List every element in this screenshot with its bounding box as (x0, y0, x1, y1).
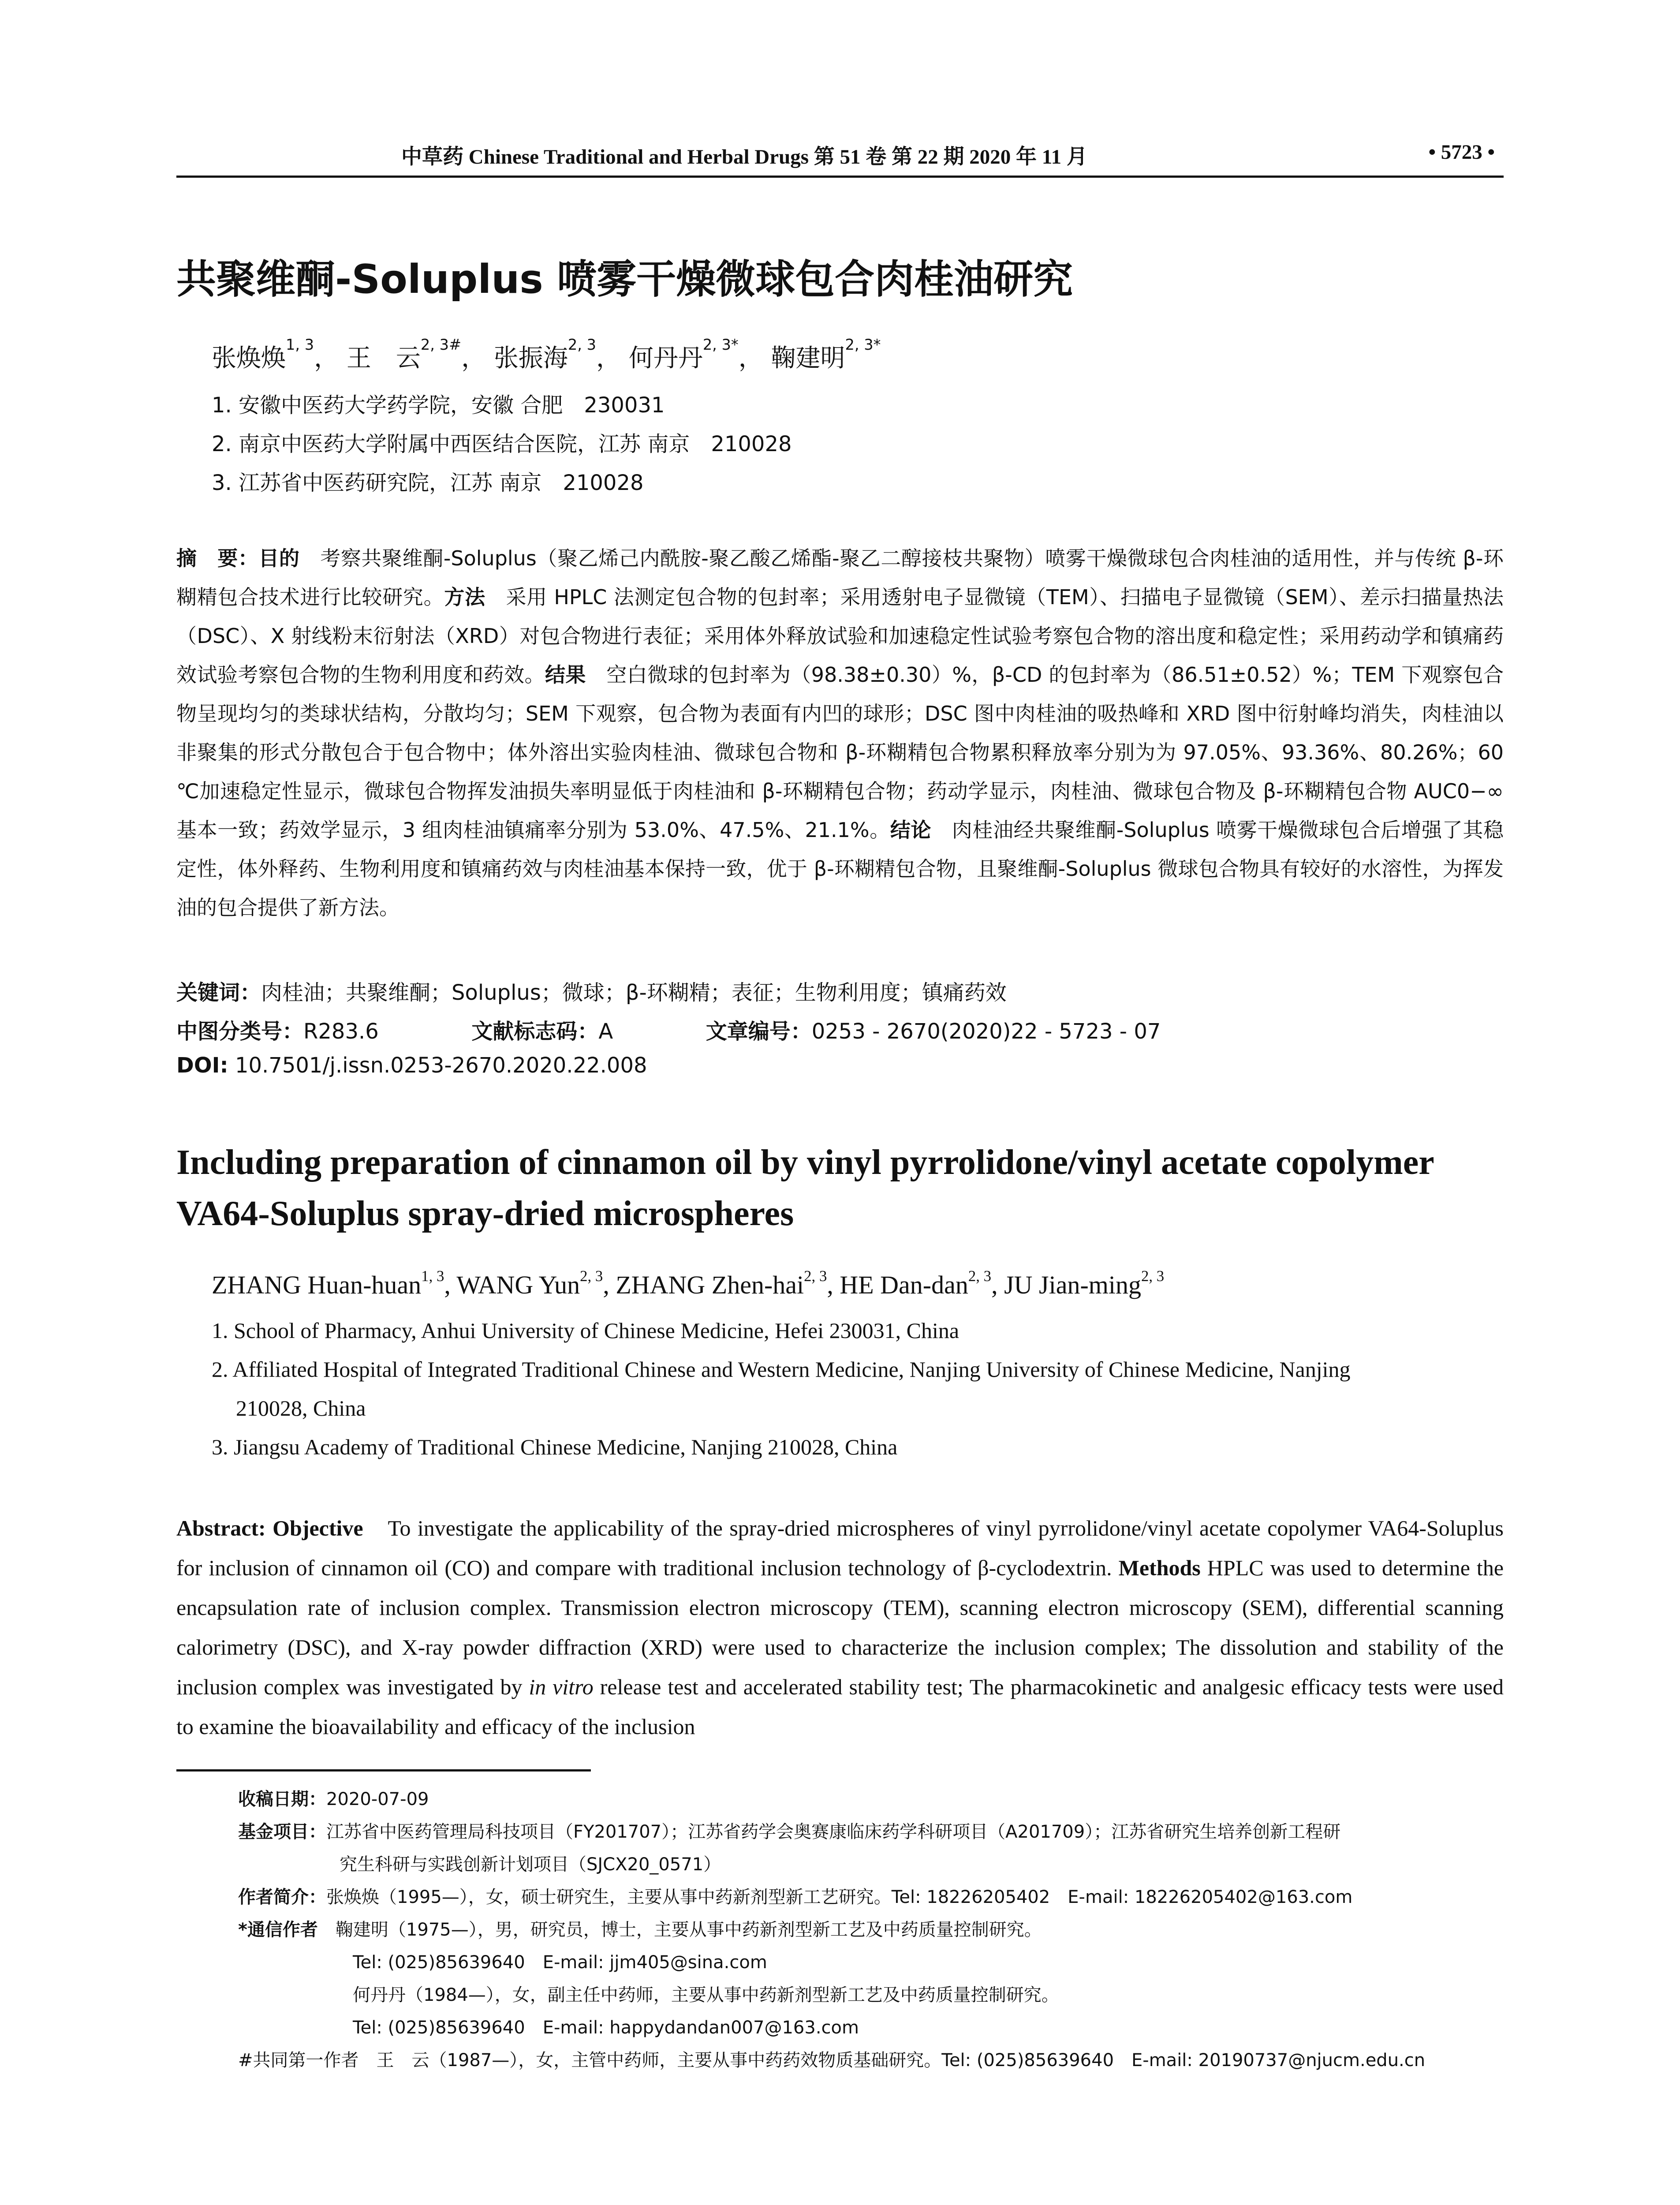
fund-text: 江苏省中医药管理局科技项目（FY201707）；江苏省药学会奥赛康临床药学科研项目（A201709）；江苏省研究生培养创新工程研 (326, 1822, 1341, 1842)
author-affil-sup: 2, 3 (804, 1267, 827, 1285)
objective-text: To investigate the applicability of the spray-dried microspheres of vinyl pyrrolidone/vinyl acetate copolymer VA64-Soluplus for inclusion of cinnamon oil (CO) and compare with traditional inclusion technology of β-cyclodextrin. (176, 1516, 1504, 1580)
author-name: ZHANG Huan-huan (212, 1271, 422, 1299)
clc-label: 中图分类号： (176, 1019, 304, 1044)
articleno-label: 文章编号： (706, 1019, 812, 1044)
conclusion-text: 肉桂油经共聚维酮-Soluplus 喷雾干燥微球包合后增强了其稳定性，体外释药、生物利用度和镇痛药效与肉桂油基本保持一致，优于 β-环糊精包合物，且聚维酮-Soluplus 微球包合物具有较好的水溶性，为挥发油的包合提供了新方法。 (176, 818, 1504, 919)
results-text: 空白微球的包封率为（98.38±0.30）%，β-CD 的包封率为（86.51±0.52）%；TEM 下观察包合物呈现均匀的类球状结构，分散均匀；SEM 下观察，包合物为表面有内凹的球形；DSC 图中肉桂油的吸热峰和 XRD 图中衍射峰均消失，肉桂油以非聚集的形式分散包合于包合物中；体外溶出实验肉桂油、微球包合物和 β-环糊精包合物累积释放率分别为为 97.05%、93.36%、80.26%；60 ℃加速稳定性显示，微球包合物挥发油损失率明显低于肉桂油和 β-环糊精包合物；药动学显示，肉桂油、微球包合物及 β-环糊精包合物 AUC0−∞基本一致；药效学显示，3 组肉桂油镇痛率分别为 53.0%、47.5%、21.1%。 (176, 663, 1504, 842)
received-value: 2020-07-09 (326, 1789, 429, 1809)
objective-label: 目的 (258, 546, 300, 570)
english-affiliation-2: 2. Affiliated Hospital of Integrated Traditional Chinese and Western Medicine, Nanjing University of Chinese Medicine, Nanjing (212, 1357, 1351, 1382)
doi-value: 10.7501/j.issn.0253-2670.2020.22.008 (235, 1053, 647, 1078)
footnote-corr-1-contact: Tel: (025)85639640 E-mail: jjm405@sina.com (353, 1952, 767, 1973)
chinese-title: 共聚维酮-Soluplus 喷雾干燥微球包合肉桂油研究 (176, 256, 1073, 303)
author-affil-sup: 2, 3 (1141, 1267, 1165, 1285)
results-label: 结果 (545, 663, 586, 687)
header-rule (176, 176, 1504, 178)
chinese-affiliation-2: 2. 南京中医药大学附属中西医结合医院，江苏 南京 210028 (212, 432, 792, 456)
footnote-rule (176, 1769, 591, 1771)
methods-text: HPLC was used to determine the encapsulation rate of inclusion complex. Transmission electron microscopy (TEM), scanning electron microscopy (SEM), differential scanning calorimetry (DSC), and X-ray powder diffraction (XRD) were used to characterize the inclusion complex; The dissolution and stability of the inclusion complex was investigated by (176, 1555, 1504, 1699)
articleno-value: 0253 - 2670(2020)22 - 5723 - 07 (811, 1019, 1161, 1044)
author-affil-sup: 2, 3# (420, 336, 462, 353)
methods-text: 采用 HPLC 法测定包合物的包封率；采用透射电子显微镜（TEM）、扫描电子显微镜（SEM）、差示扫描量热法（DSC）、X 射线粉末衍射法（XRD）对包合物进行表征；采用体外释放试验和加速稳定性试验考察包合物的溶出度和稳定性；采用药动学和镇痛药效试验考察包合物的生物利用度和药效。 (176, 585, 1504, 687)
keywords-label: 关键词： (176, 980, 261, 1005)
english-affiliation-3: 3. Jiangsu Academy of Traditional Chinese Medicine, Nanjing 210028, China (212, 1435, 898, 1459)
author-name: JU Jian-ming (1004, 1271, 1141, 1299)
doccode-label: 文献标志码： (471, 1019, 599, 1044)
fund-label: 基金项目： (238, 1822, 326, 1842)
chinese-affiliation-1: 1. 安徽中医药大学药学院，安徽 合肥 230031 (212, 393, 665, 418)
bio-label: 作者简介： (238, 1887, 326, 1907)
author-affil-sup: 1, 3 (286, 336, 314, 353)
doi-label: DOI: (176, 1053, 228, 1078)
author-name: WANG Yun (456, 1271, 580, 1299)
author-name: 何丹丹 (628, 344, 703, 373)
author-name: 张焕焕 (212, 344, 286, 373)
chinese-affiliation-3: 3. 江苏省中医药研究院，江苏 南京 210028 (212, 471, 644, 495)
footnote-fund (238, 1818, 1340, 1843)
abstract-label: Abstract: (176, 1516, 266, 1540)
methods-label: 方法 (444, 585, 485, 609)
english-affiliation-2-cont: 210028, China (236, 1396, 366, 1420)
footnote-corr-2-contact: Tel: (025)85639640 E-mail: happydandan007@163.com (353, 2018, 859, 2038)
author-affil-sup: 2, 3 (567, 336, 596, 353)
footnote-cofirst: #共同第一作者 王 云（1987—），女，主管中药师，主要从事中药药效物质基础研究。Tel: (025)85639640 E-mail: 20190737@njucm.edu.cn (238, 2050, 1426, 2070)
author-affil-sup: 2, 3 (580, 1267, 603, 1285)
author-name: 鞠建明 (771, 344, 845, 373)
journal-info: 中草药 Chinese Traditional and Herbal Drugs 第 51 卷 第 22 期 2020 年 11 月 (401, 146, 1087, 168)
objective-text: 考察共聚维酮-Soluplus（聚乙烯己内酰胺-聚乙酸乙烯酯-聚乙二醇接枝共聚物）喷雾干燥微球包合肉桂油的适用性，并与传统 β-环糊精包合技术进行比较研究。 (176, 546, 1504, 609)
author-affil-sup: 2, 3* (702, 336, 739, 353)
corr-label: *通信作者 (238, 1920, 318, 1940)
author-affil-sup: 1, 3 (421, 1267, 444, 1285)
methods-text-cont: release test and accelerated stability test; The pharmacokinetic and analgesic efficacy tests were used to examine the bioavailability and efficacy of the inclusion (176, 1674, 1504, 1739)
author-affil-sup: 2, 3* (845, 336, 881, 353)
keywords-line (176, 975, 1007, 1006)
footnote-corr-2: 何丹丹（1984—），女，副主任中药师，主要从事中药新剂型新工艺及中药质量控制研究。 (353, 1985, 1059, 2005)
received-label: 收稿日期： (238, 1789, 326, 1809)
corr-1-text: 鞠建明（1975—），男，研究员，博士，主要从事中药新剂型新工艺及中药质量控制研究。 (335, 1920, 1042, 1940)
page-number: • 5723 • (1428, 141, 1495, 164)
methods-italic: in vitro (529, 1674, 594, 1699)
english-authors: ZHANG Huan-huan$^{1, 3}$, WANG Yun$^{2, 3}$, ZHANG Zhen-hai$^{2, 3}$, HE Dan-dan$^{2, 3}$, JU Jian-ming$^{2, 3}$ (212, 1267, 1165, 1299)
footnote-fund-cont: 究生科研与实践创新计划项目（SJCX20_0571） (340, 1854, 721, 1875)
clc-value: R283.6 (303, 1019, 379, 1044)
abstract-label: 摘 要： (176, 546, 259, 570)
running-header (176, 140, 1504, 167)
chinese-authors: 张焕焕$^{1, 3}$， 王 云$^{2, 3\#}$， 张振海$^{2, 3}$， 何丹丹$^{2, 3*}$， 鞠建明$^{2, 3*}$ (212, 336, 881, 373)
chinese-abstract (176, 539, 1504, 927)
english-title: Including preparation of cinnamon oil by vinyl pyrrolidone/vinyl acetate copolymer VA64-Soluplus spray-dried microspheres (176, 1143, 1434, 1233)
author-name: 王 云 (346, 344, 421, 373)
methods-label: Methods (1118, 1555, 1201, 1580)
footnote-corresponding (238, 1916, 1042, 1941)
conclusion-label: 结论 (890, 818, 932, 842)
footnote-bio (238, 1883, 1352, 1908)
classification-line (176, 1014, 1161, 1045)
author-name: HE Dan-dan (840, 1271, 968, 1299)
author-affil-sup: 2, 3 (968, 1267, 992, 1285)
objective-label: Objective (273, 1516, 363, 1540)
author-name: ZHANG Zhen-hai (616, 1271, 804, 1299)
doccode-value: A (598, 1019, 613, 1044)
english-abstract (176, 1508, 1504, 1746)
english-affiliation-1: 1. School of Pharmacy, Anhui University of Chinese Medicine, Hefei 230031, China (212, 1318, 959, 1343)
doi-line (176, 1053, 647, 1078)
keywords-text: 肉桂油；共聚维酮；Soluplus；微球；β-环糊精；表征；生物利用度；镇痛药效 (261, 980, 1007, 1005)
bio-text: 张焕焕（1995—），女，硕士研究生，主要从事中药新剂型新工艺研究。Tel: 18226205402 E-mail: 18226205402@163.com (326, 1887, 1353, 1907)
footnote-received (238, 1785, 429, 1810)
author-name: 张振海 (493, 344, 568, 373)
